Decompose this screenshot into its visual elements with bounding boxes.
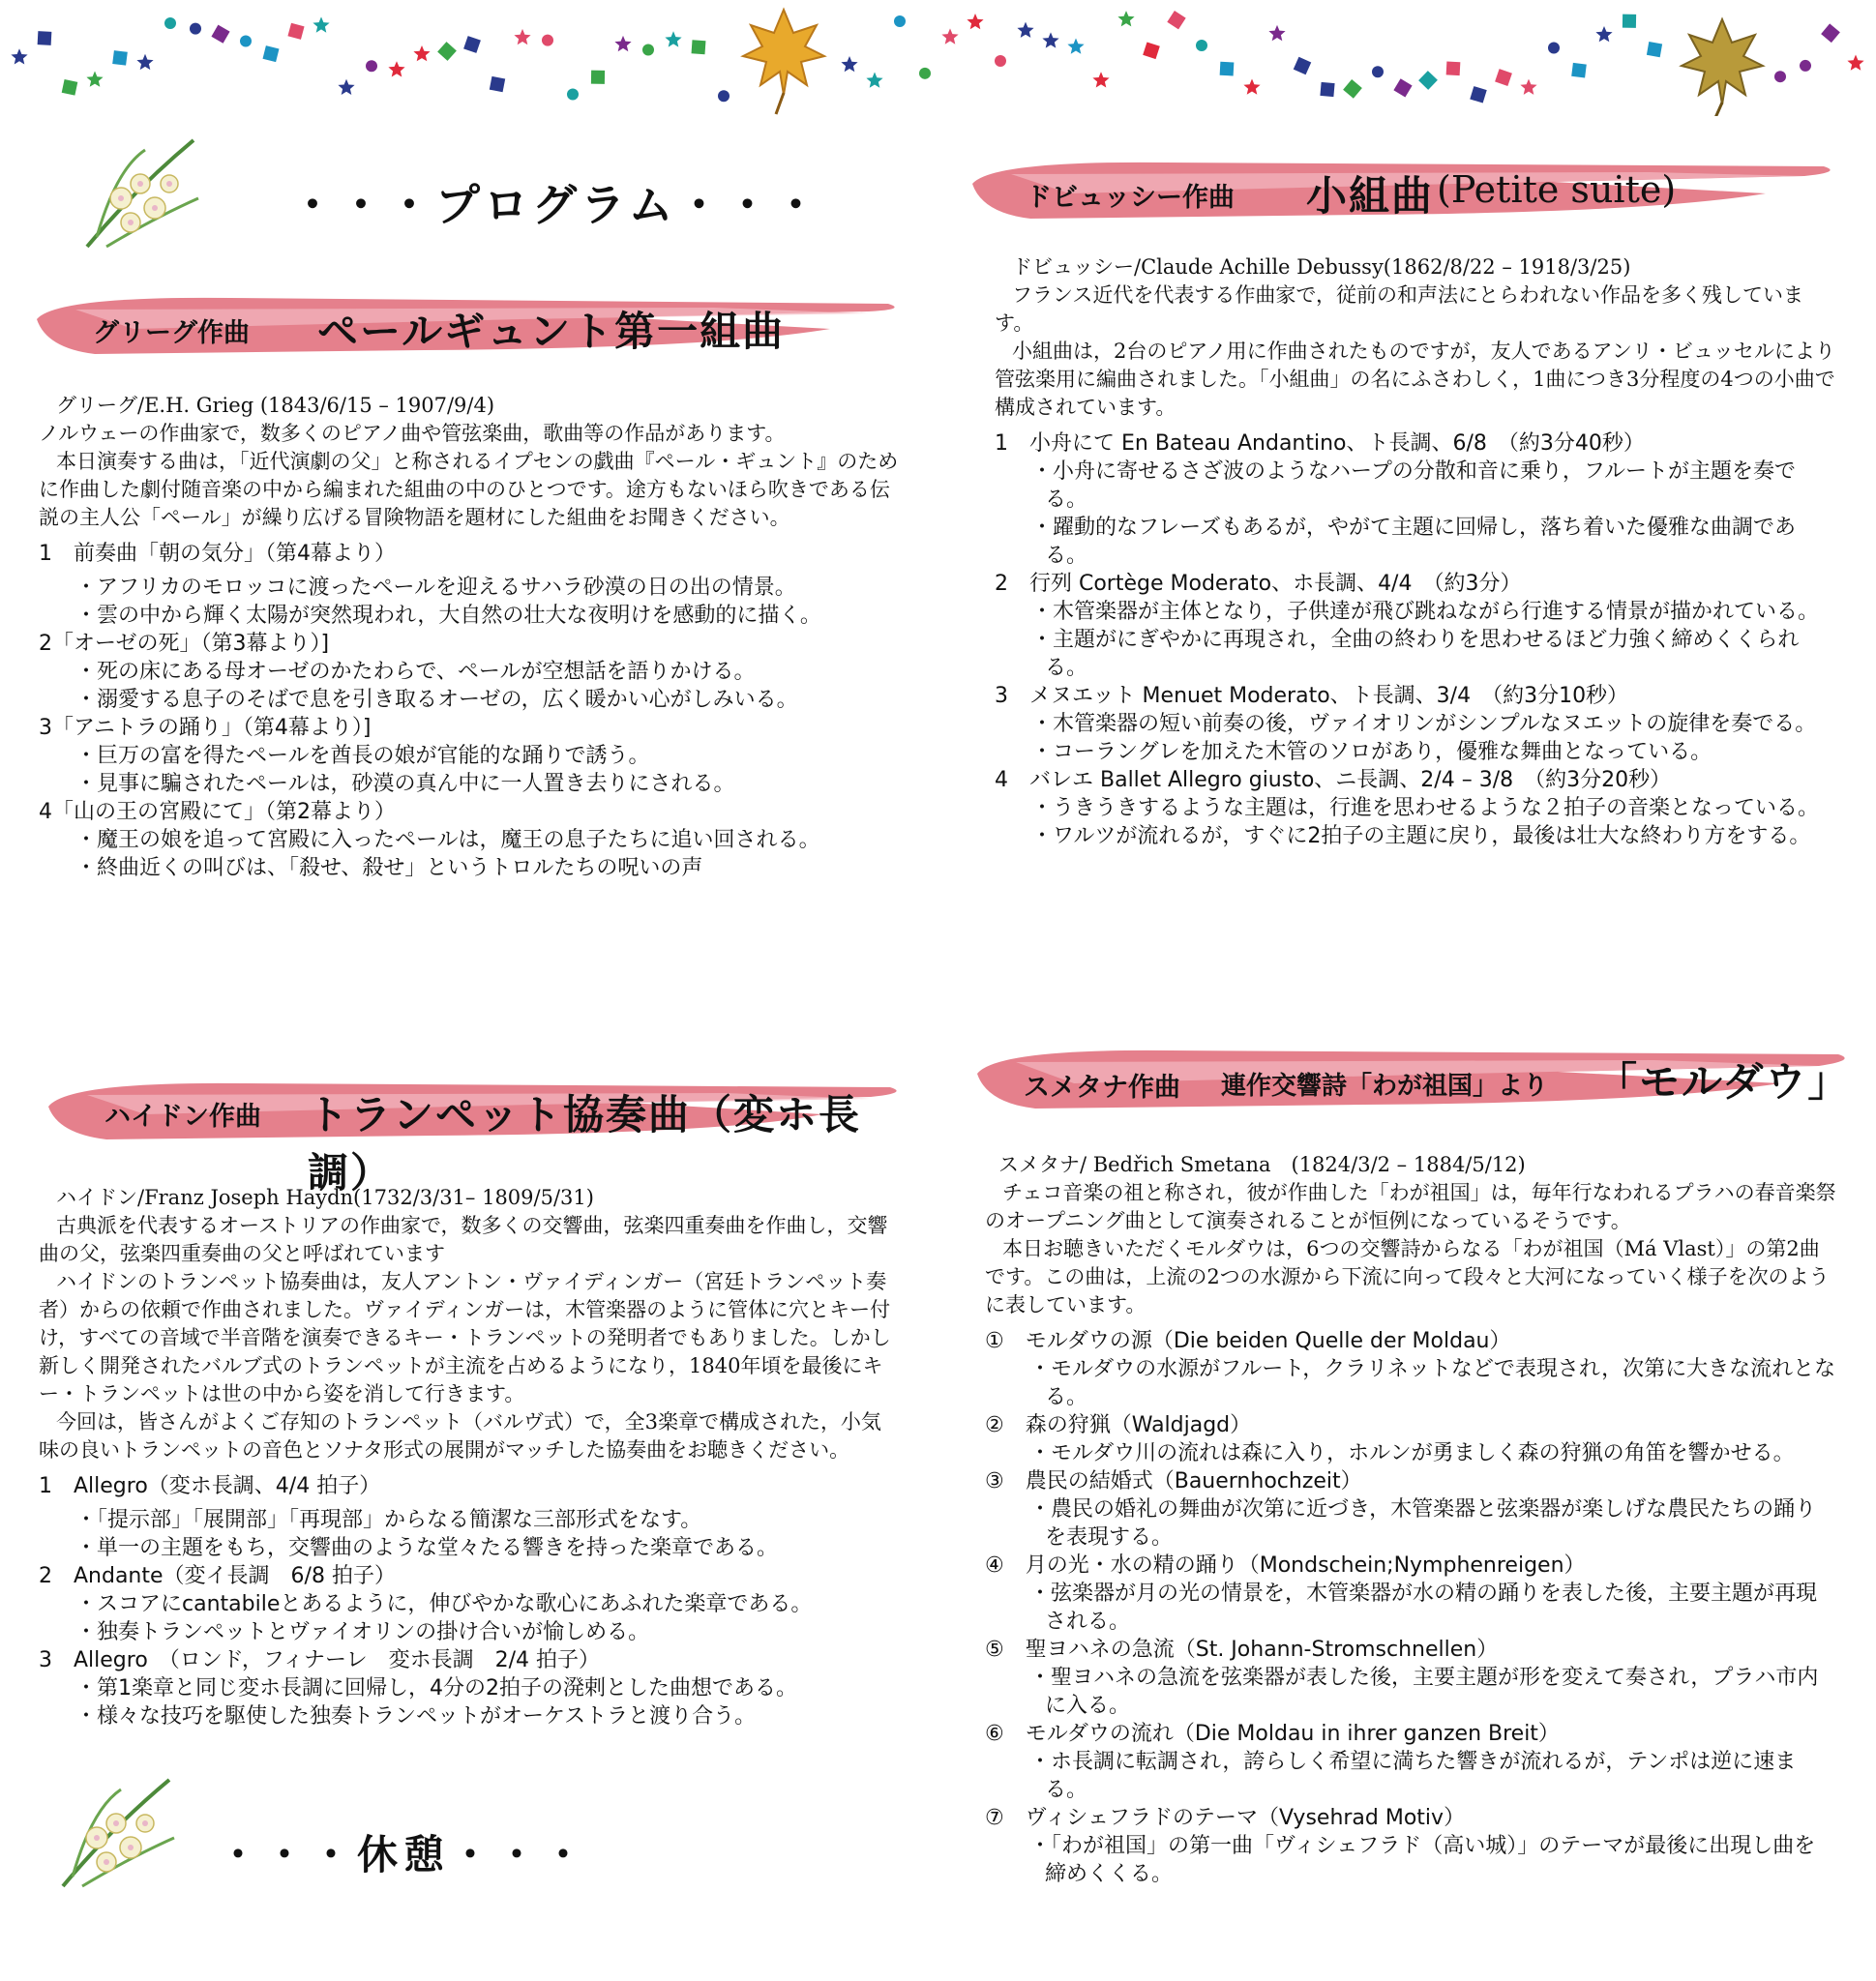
smetana-movement-3: ③ 農民の結婚式（Bauernhochzeit） bbox=[985, 1469, 1362, 1493]
debussy-movement-2-bullet: ・主題がにぎやかに再現され，全曲の終わりを思わせるほど力強く締めくくられる。 bbox=[1031, 628, 1800, 680]
confetti-dot bbox=[1196, 40, 1207, 51]
debussy-intro-2: 小組曲は，2台のピアノ用に作曲されたものですが，友人であるアンリ・ビュッセルにより管弦楽用に編曲されました。「小組曲」の名にふさわしく，1曲につき3分程度の4つの小曲で構成されています。 bbox=[995, 340, 1835, 419]
haydn-movement-1: 1 Allegro（変ホ長調、4/4 拍子） bbox=[39, 1474, 381, 1498]
page-title: ・・・プログラム・・・ bbox=[290, 179, 822, 231]
grieg-piece-title: ペールギュント第一組曲 bbox=[317, 308, 786, 355]
smetana-movement-7: ⑦ ヴィシェフラドのテーマ（Vysehrad Motiv） bbox=[985, 1806, 1466, 1830]
confetti-square bbox=[263, 45, 280, 62]
grieg-movement-2: 2「オーゼの死」（第3幕より）] bbox=[39, 632, 330, 656]
grieg-movement-2-bullet: ・死の床にある母オーゼのかたわらで、ペールが空想話を語りかける。 bbox=[75, 660, 756, 684]
confetti-dot bbox=[190, 23, 201, 35]
haydn-banner bbox=[48, 1074, 909, 1197]
confetti-star bbox=[1268, 25, 1285, 41]
confetti-star bbox=[413, 45, 430, 61]
debussy-banner bbox=[972, 155, 1843, 226]
confetti-dot bbox=[366, 60, 377, 72]
confetti-square bbox=[1623, 15, 1636, 28]
debussy-intro-1: フランス近代を代表する作曲家で，従前の和声法にとらわれない作品を多く残しています。 bbox=[995, 283, 1803, 335]
confetti-star bbox=[514, 29, 530, 44]
smetana-movement-4: ④ 月の光・水の精の踊り（Mondschein;Nymphenreigen） bbox=[985, 1553, 1586, 1578]
confetti-square bbox=[1343, 79, 1362, 99]
haydn-movement-2-bullet: ・独奏トランペットとヴァイオリンの掛け合いが愉しめる。 bbox=[75, 1620, 650, 1644]
confetti-square bbox=[1167, 11, 1185, 29]
confetti-square bbox=[1470, 86, 1486, 103]
smetana-movement-1-bullet: ・モルダウの水源がフルート，クラリネットなどで表現され，次第に大きな流れとなる。 bbox=[1029, 1357, 1836, 1409]
debussy-movement-2-bullet: ・木管楽器が主体となり，子供達が飛び跳ねながら行進する情景が描かれている。 bbox=[1031, 600, 1820, 624]
orchid-flower-icon bbox=[77, 131, 203, 256]
confetti-border bbox=[0, 0, 1876, 116]
debussy-movement-4-bullet: ・ワルツが流れるが，すぐに2拍子の主題に戻り，最後は壮大な終わり方をする。 bbox=[1031, 824, 1811, 848]
confetti-square bbox=[1821, 23, 1840, 43]
confetti-star bbox=[1017, 22, 1033, 38]
confetti-star bbox=[967, 14, 983, 29]
debussy-piece-title: 小組曲 bbox=[1306, 172, 1435, 220]
confetti-square bbox=[1495, 69, 1512, 86]
smetana-composer: スメタナ作曲 bbox=[1024, 1073, 1180, 1103]
debussy-piece-title-en: (Petite suite) bbox=[1437, 168, 1677, 211]
grieg-movement-1-bullet: ・アフリカのモロッコに渡ったペールを迎えるサハラ砂漠の日の出の情景。 bbox=[75, 576, 796, 600]
confetti-square bbox=[112, 50, 128, 66]
grieg-movement-4-bullet: ・魔王の娘を追って宮殿に入ったペールは，魔王の息子たちに追い回される。 bbox=[75, 828, 820, 852]
maple-leaf-icon bbox=[1682, 19, 1763, 116]
haydn-intro-3: 今回は，皆さんがよくご存知のトランペット（バルヴ式）で，全3楽章で構成された，小気味の良いトランペットの音色とソナタ形式の展開がマッチした協奏曲をお聴きください。 bbox=[39, 1410, 881, 1462]
smetana-movement-4-bullet: ・弦楽器が月の光の情景を，木管楽器が水の精の踊りを表した後，主要主題が再現される。 bbox=[1029, 1582, 1818, 1634]
maple-leaf-icon bbox=[743, 10, 824, 114]
confetti-star bbox=[313, 16, 329, 32]
haydn-movement-3-bullet: ・第1楽章と同じ変ホ長調に回帰し，4分の2拍子の溌剌とした曲想である。 bbox=[75, 1676, 797, 1700]
smetana-intro-1: チェコ音楽の祖と称され，彼が作曲した「わが祖国」は，毎年行なわれるプラハの春音楽祭のオープニング曲として演奏されることが恒例になっているそうです。 bbox=[985, 1181, 1836, 1232]
haydn-movement-1-bullet: ・単一の主題をもち，交響曲のような堂々たる響きを持った楽章である。 bbox=[75, 1536, 779, 1560]
smetana-intro-2: 本日お聴きいただくモルダウは，6つの交響詩からなる「わが祖国（Má Vlast）」の第2曲です。この曲は，上流の2つの水源から下流に向って段々と大河になっていく様子を次のように表しています。 bbox=[985, 1237, 1830, 1316]
grieg-movement-3-bullet: ・見事に騙されたペールは，砂漠の真ん中に一人置き去りにされる。 bbox=[75, 772, 735, 796]
confetti-dot bbox=[1800, 60, 1811, 72]
debussy-movement-4: 4 バレエ Ballet Allegro giusto、ニ長調、2/4 – 3/8 （約3分20秒） bbox=[995, 768, 1672, 792]
confetti-star bbox=[388, 61, 404, 76]
confetti-star bbox=[1042, 32, 1058, 47]
confetti-dot bbox=[1372, 66, 1384, 77]
haydn-movement-2-bullet: ・スコアにcantabileとあるように，伸びやかな歌心にあふれた楽章である。 bbox=[75, 1592, 813, 1616]
debussy-movement-3-bullet: ・コーラングレを加えた木管のソロがあり，優雅な舞曲となっている。 bbox=[1031, 740, 1712, 764]
confetti-dot bbox=[995, 55, 1006, 67]
confetti-dot bbox=[1548, 43, 1560, 54]
haydn-bio: ハイドン/Franz Joseph Haydn(1732/3/31– 1809/5/31) bbox=[56, 1186, 594, 1209]
confetti-dot bbox=[919, 68, 931, 79]
smetana-banner bbox=[977, 1043, 1858, 1114]
confetti-square bbox=[1647, 42, 1662, 57]
confetti-square bbox=[1220, 62, 1235, 76]
confetti-star bbox=[86, 72, 103, 87]
haydn-intro-2: ハイドンのトランペット協奏曲は，友人アントン・ヴァイディンガー（宮廷トランペット奏者）からの依頼で作曲されました。ヴァイディンガーは，木管楽器のように管体に穴とキー付け，すべての音域で半音階を演奏できるキー・トランペットの発明者でもありました。しかし新しく開発されたバルブ式のトランペットが主流を占めるようになり，1840年頃を最後にキー・トランペットは世の中から姿を消して行きます。 bbox=[39, 1270, 891, 1405]
grieg-movement-1-bullet: ・雲の中から輝く太陽が突然現われ，大自然の壮大な夜明けを感動的に描く。 bbox=[75, 604, 821, 628]
confetti-square bbox=[1320, 82, 1334, 97]
smetana-movement-5: ⑤ 聖ヨハネの急流（St. Johann-Stromschnellen） bbox=[985, 1638, 1499, 1662]
grieg-movement-3-bullet: ・巨万の富を得たペールを酋長の娘が官能的な踊りで誘う。 bbox=[75, 744, 650, 768]
confetti-square bbox=[591, 71, 605, 84]
confetti-star bbox=[1595, 26, 1612, 42]
smetana-movement-1: ① モルダウの源（Die beiden Quelle der Moldau） bbox=[985, 1329, 1511, 1353]
confetti-star bbox=[866, 73, 882, 88]
smetana-movement-2-bullet: ・モルダウ川の流れは森に入り，ホルンが勇ましく森の狩猟の角笛を響かせる。 bbox=[1029, 1441, 1795, 1465]
confetti-square bbox=[287, 23, 304, 40]
confetti-star bbox=[11, 48, 27, 64]
haydn-movement-2: 2 Andante（変イ長調 6/8 拍子） bbox=[39, 1564, 396, 1588]
confetti-square bbox=[437, 42, 457, 61]
grieg-bio: グリーグ/E.H. Grieg (1843/6/15 – 1907/9/4) bbox=[56, 394, 495, 417]
debussy-section bbox=[995, 253, 1836, 850]
grieg-movement-4: 4「山の王の宮殿にて」（第2幕より） bbox=[39, 800, 396, 824]
confetti-star bbox=[614, 36, 631, 51]
smetana-movement-3-bullet: ・農民の婚礼の舞曲が次第に近づき，木管楽器と弦楽器が楽しげな農民たちの踊りを表現する。 bbox=[1029, 1497, 1817, 1550]
confetti-dot bbox=[567, 88, 579, 100]
grieg-intro-1: ノルウェーの作曲家で，数多くのピアノ曲や管弦楽曲，歌曲等の作品があります。 bbox=[39, 422, 786, 445]
haydn-piece-title: トランペット協奏曲（変ホ長調） bbox=[308, 1091, 862, 1197]
confetti-square bbox=[1571, 63, 1587, 78]
haydn-movement-1-bullet: ・「提示部」「展開部」「再現部」からなる簡潔な三部形式をなす。 bbox=[75, 1508, 702, 1532]
smetana-movement-6-bullet: ・ホ長調に転調され，誇らしく希望に満ちた響きが流れるが，テンポは逆に速まる。 bbox=[1029, 1750, 1797, 1802]
haydn-intro-1: 古典派を代表するオーストリアの作曲家で，数多くの交響曲，弦楽四重奏曲を作曲し，交響曲の父，弦楽四重奏曲の父と呼ばれています bbox=[39, 1214, 888, 1265]
grieg-composer: グリーグ作曲 bbox=[93, 318, 250, 348]
grieg-movement-4-bullet: ・終曲近くの叫びは、「殺せ、殺せ」というトロルたちの呪いの声 bbox=[75, 856, 703, 880]
smetana-movement-6: ⑥ モルダウの流れ（Die Moldau in ihrer ganzen Breit） bbox=[985, 1722, 1560, 1746]
confetti-square bbox=[1143, 42, 1160, 59]
debussy-movement-4-bullet: ・うきうきするような主題は，行進を思わせるような２拍子の音楽となっている。 bbox=[1031, 796, 1820, 820]
confetti-star bbox=[941, 28, 958, 44]
debussy-movement-3-bullet: ・木管楽器の短い前奏の後，ヴァイオリンがシンプルなヌエットの旋律を奏でる。 bbox=[1031, 712, 1817, 736]
confetti-square bbox=[38, 31, 52, 45]
grieg-movement-2-bullet: ・溺愛する息子のそばで息を引き取るオーゼの，広く暖かい心がしみいる。 bbox=[75, 688, 798, 712]
confetti-dot bbox=[1774, 71, 1786, 82]
confetti-star bbox=[665, 31, 681, 46]
grieg-movement-3: 3「アニトラの踊り」（第4幕より）] bbox=[39, 716, 372, 740]
confetti-star bbox=[1092, 72, 1109, 87]
confetti-square bbox=[1446, 61, 1461, 75]
debussy-movement-3: 3 メヌエット Menuet Moderato、ト長調、3/4 （約3分10秒） bbox=[995, 684, 1629, 708]
debussy-movement-1: 1 小舟にて En Bateau Andantino、ト長調、6/8 （約3分40秒） bbox=[995, 431, 1645, 456]
confetti-star bbox=[1520, 79, 1536, 95]
grieg-intro-2: 本日演奏する曲は，「近代演劇の父」と称されるイプセンの戯曲『ペール・ギュント』のために作曲した劇付随音楽の中から編まれた組曲の中のひとつです。途方もないほら吹きである伝説の主人公「ペール」が繰り広げる冒険物語を題材にした組曲をお聞きください。 bbox=[39, 450, 899, 529]
confetti-dot bbox=[894, 15, 906, 27]
confetti-star bbox=[841, 56, 857, 72]
confetti-dot bbox=[718, 90, 730, 102]
confetti-square bbox=[1393, 78, 1412, 97]
confetti-dot bbox=[240, 35, 252, 46]
haydn-section bbox=[39, 1184, 900, 1730]
haydn-composer: ハイドン作曲 bbox=[104, 1102, 261, 1132]
debussy-movement-2: 2 行列 Cortège Moderato、ホ長調、4/4 （約3分） bbox=[995, 572, 1522, 596]
orchid-flower-icon bbox=[48, 1770, 184, 1896]
confetti-star bbox=[1117, 11, 1134, 26]
confetti-star bbox=[1243, 79, 1260, 95]
confetti-dot bbox=[542, 35, 553, 46]
smetana-subtitle: 連作交響詩「わが祖国」より bbox=[1221, 1072, 1549, 1101]
debussy-movement-1-bullet: ・小舟に寄せるさざ波のようなハープの分散和音に乗り，フルートが主題を奏でる。 bbox=[1031, 459, 1797, 512]
confetti-star bbox=[1067, 39, 1084, 54]
smetana-piece-title: 「モルダウ」 bbox=[1596, 1058, 1851, 1106]
confetti-square bbox=[1418, 71, 1438, 90]
smetana-movement-2: ② 森の狩猟（Waldjagd） bbox=[985, 1413, 1252, 1437]
grieg-movement-1: 1 前奏曲「朝の気分」（第4幕より） bbox=[39, 542, 396, 566]
confetti-square bbox=[211, 25, 229, 44]
confetti-square bbox=[692, 40, 706, 54]
haydn-movement-3-bullet: ・様々な技巧を駆使した独奏トランペットがオーケストラと渡り合う。 bbox=[75, 1704, 757, 1729]
debussy-composer: ドビュッシー作曲 bbox=[1026, 183, 1235, 213]
grieg-section bbox=[39, 392, 900, 882]
confetti-square bbox=[62, 79, 78, 96]
smetana-movement-7-bullet: ・「わが祖国」の第一曲「ヴィシェフラド（高い城）」のテーマが最後に出現し曲を締めくくる。 bbox=[1029, 1834, 1816, 1886]
smetana-movement-5-bullet: ・聖ヨハネの急流を弦楽器が表した後，主要主題が形を変えて奏され，プラハ市内に入る。 bbox=[1029, 1666, 1819, 1718]
confetti-dot bbox=[642, 44, 654, 55]
confetti-star bbox=[1847, 55, 1863, 71]
grieg-banner bbox=[37, 290, 908, 362]
smetana-section bbox=[985, 1151, 1836, 1888]
confetti-star bbox=[136, 54, 153, 70]
confetti-dot bbox=[164, 17, 176, 29]
haydn-movement-3: 3 Allegro （ロンド，フィナーレ 変ホ長調 2/4 拍子） bbox=[39, 1648, 601, 1672]
confetti-star bbox=[338, 79, 354, 95]
debussy-movement-1-bullet: ・躍動的なフレーズもあるが，やがて主題に回帰し，落ち着いた優雅な曲調である。 bbox=[1031, 516, 1797, 568]
smetana-bio: スメタナ/ Bedřich Smetana (1824/3/2 – 1884/5/12) bbox=[998, 1153, 1526, 1176]
confetti-square bbox=[490, 76, 505, 92]
confetti-square bbox=[1294, 57, 1311, 74]
confetti-square bbox=[463, 36, 481, 53]
debussy-bio: ドビュッシー/Claude Achille Debussy(1862/8/22 – 1918/3/25) bbox=[1012, 255, 1631, 279]
intermission-title: ・・・休憩・・・ bbox=[218, 1831, 590, 1878]
